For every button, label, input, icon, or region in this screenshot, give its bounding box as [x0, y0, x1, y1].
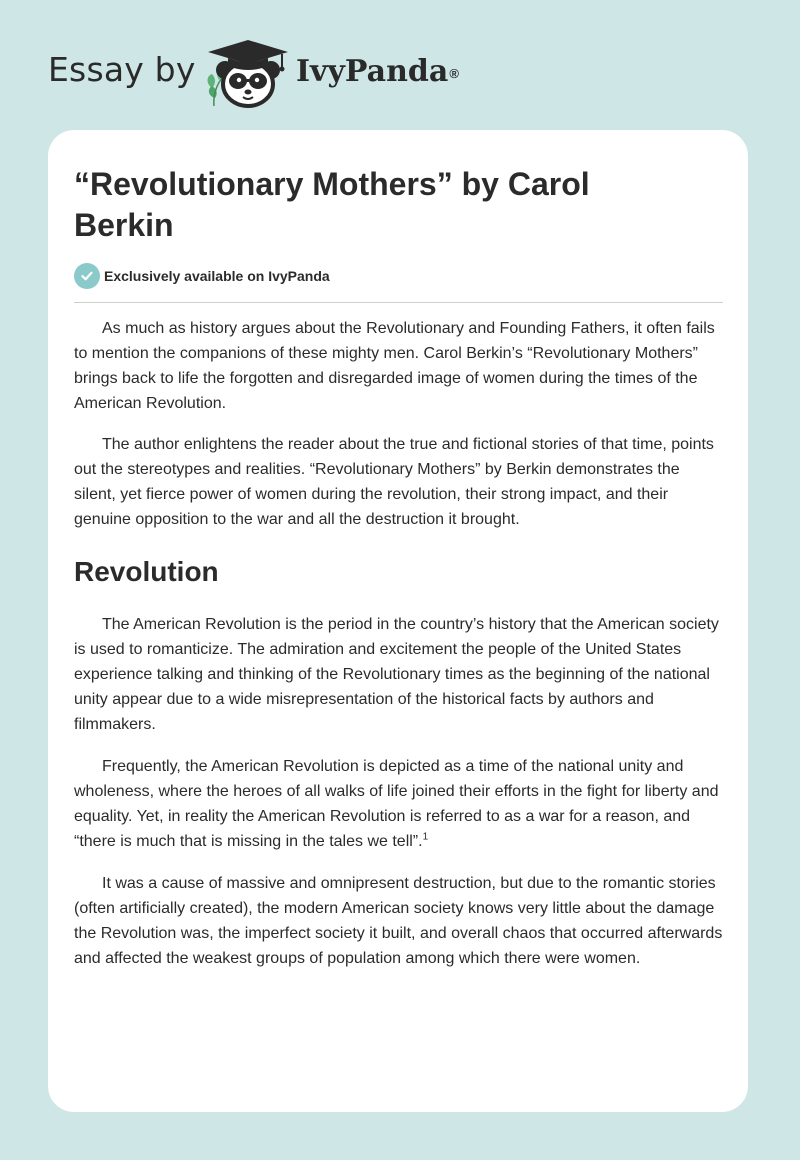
intro-paragraph-2: The author enlightens the reader about the true and fictional stories of that time, points out the stereotypes and realities. “Revolutionary Mothers” by Berkin demonstrates the silent, yet fierce power of women during the revolution, their strong impact, and their genuine opposition to the war and all the destruction it brought. — [74, 436, 714, 528]
exclusive-label: Exclusively available on IvyPanda — [104, 268, 330, 284]
essay-card — [48, 130, 748, 1112]
exclusive-badge — [74, 263, 330, 289]
site-header — [0, 0, 800, 130]
footnote-ref-1[interactable]: 1 — [422, 831, 429, 843]
brand-name-text: IvyPanda — [296, 54, 449, 89]
revolution-paragraph-3: It was a cause of massive and omnipresent destruction, but due to the romantic stories (often artificially created), the modern American society knows very little about the damage the Revolution was, the imperfect society it built, and overall chaos that occurred afterwards and affected the weakest groups of population among which there were women. — [74, 875, 723, 967]
title-divider — [74, 302, 723, 303]
essay-by-label: Essay by — [48, 50, 196, 89]
intro-paragraph-1: As much as history argues about the Revolutionary and Founding Fathers, it often fails to mention the companions of these mighty men. Carol Berkin’s “Revolutionary Mothers” brings back to life the forgotten and disregarded image of women during the times of the American Revolution. — [74, 320, 715, 412]
section-heading-revolution: Revolution — [74, 556, 219, 587]
revolution-paragraph-2 — [74, 754, 724, 854]
check-icon — [74, 263, 100, 289]
brand-name[interactable] — [296, 52, 459, 92]
essay-title: “Revolutionary Mothers” by Carol Berkin — [74, 166, 590, 243]
panda-graduation-cap-icon[interactable] — [202, 36, 294, 110]
registered-mark: ® — [449, 66, 459, 81]
revolution-paragraph-1: The American Revolution is the period in the country’s history that the American society is used to romanticize. The admiration and excitement the people of the United States experience talking and thinking of the Revolutionary times as the beginning of the national unity appear due to a wide misrepresentation of the historical facts by authors and filmmakers. — [74, 616, 719, 733]
essay-body — [74, 316, 724, 987]
revolution-paragraph-2-text: Frequently, the American Revolution is depicted as a time of the national unity and wholeness, where the heroes of all walks of life joined their efforts in the fight for liberty and equality. Yet, in reality the American Revolution is referred to as a war for a reason, and “there is much that is missing in the tales we tell”. — [74, 758, 719, 850]
